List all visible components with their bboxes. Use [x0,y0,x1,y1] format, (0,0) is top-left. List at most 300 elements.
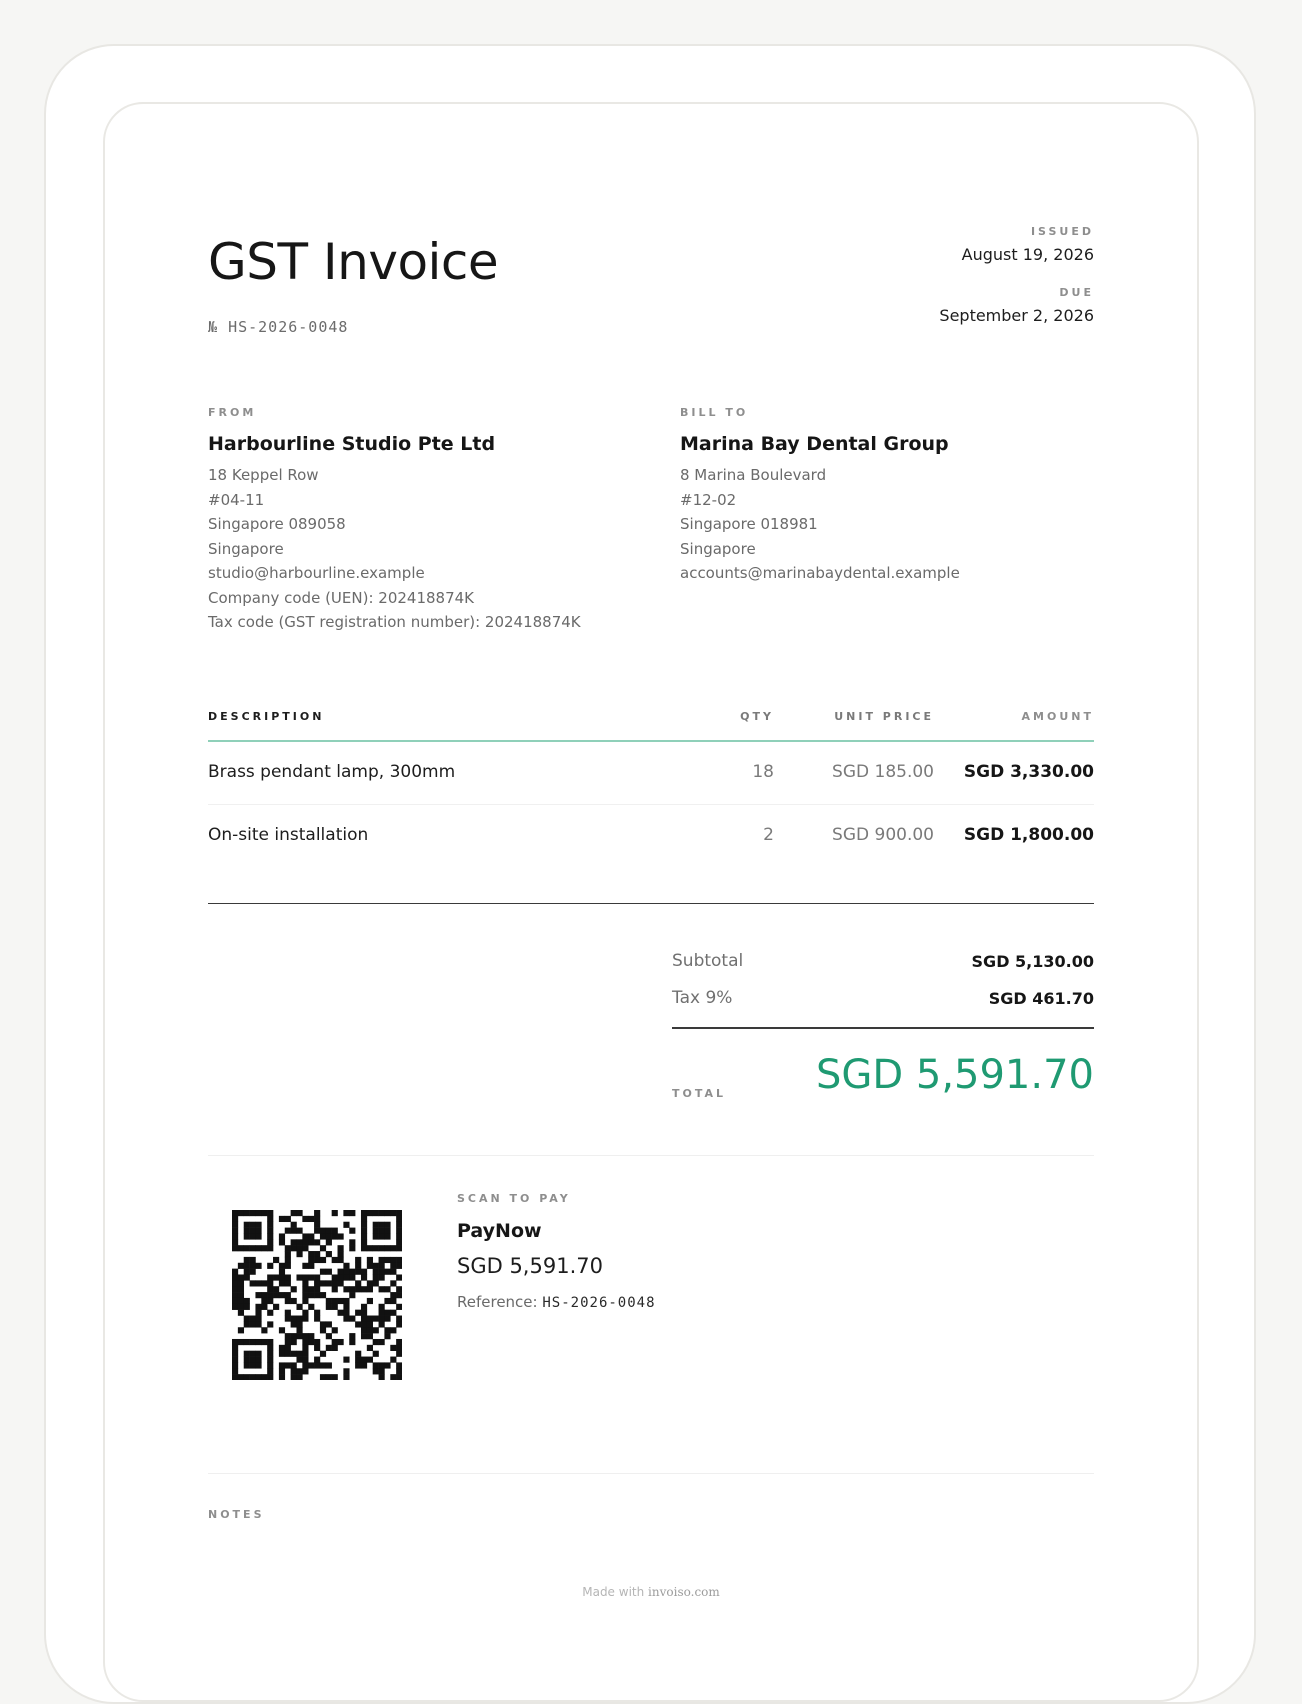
qr-module [296,1316,302,1322]
qr-module [332,1210,338,1216]
qr-module [279,1292,285,1298]
qr-module [250,1228,256,1234]
qr-module [379,1310,385,1316]
qr-module [267,1239,273,1245]
qr-module [390,1310,396,1316]
qr-module [267,1368,273,1374]
qr-module [273,1274,279,1280]
tax-label: Tax 9% [672,988,733,1008]
qr-module [355,1269,361,1275]
qr-module [302,1333,308,1339]
scan-to-pay-label: SCAN TO PAY [457,1192,571,1205]
invoice-number-prefix: № [208,318,219,336]
qr-module [314,1310,320,1316]
qr-module [320,1351,326,1357]
qr-module [326,1321,332,1327]
tax-value: SGD 461.70 [988,989,1094,1008]
qr-module [390,1357,396,1363]
qr-module [267,1310,273,1316]
qr-module [244,1263,250,1269]
qr-module [267,1233,273,1239]
payment-method: PayNow [457,1220,542,1242]
qr-module [373,1269,379,1275]
qr-module [361,1210,367,1216]
qr-module [302,1357,308,1363]
qr-module [343,1269,349,1275]
qr-module [379,1286,385,1292]
qr-module [232,1274,238,1280]
qr-module [267,1321,273,1327]
qr-module [267,1374,273,1380]
qr-module [314,1345,320,1351]
qr-module [285,1310,291,1316]
qr-module [267,1280,273,1286]
qr-module [320,1280,326,1286]
qr-module [361,1216,367,1222]
qr-module [279,1327,285,1333]
qr-module [361,1228,367,1234]
qr-module [302,1310,308,1316]
qr-module [338,1233,344,1239]
qr-module [396,1228,402,1234]
qr-module [285,1251,291,1257]
qr-module [308,1304,314,1310]
qr-module [367,1357,373,1363]
qr-module [255,1351,261,1357]
qr-module [349,1339,355,1345]
qr-module [232,1269,238,1275]
qr-module [314,1316,320,1322]
summary-rule [672,1027,1094,1029]
total-label: TOTAL [672,1087,727,1100]
qr-module [343,1316,349,1322]
invoice-number [208,318,348,336]
qr-module [390,1257,396,1263]
table-header [208,710,1094,742]
qr-module [373,1351,379,1357]
qr-module [261,1245,267,1251]
qr-module [326,1374,332,1380]
qr-module [320,1292,326,1298]
qr-module [267,1362,273,1368]
qr-module [379,1321,385,1327]
qr-module [373,1210,379,1216]
qr-module [285,1298,291,1304]
qr-module [379,1274,385,1280]
qr-module [349,1228,355,1234]
qr-module [390,1298,396,1304]
qr-module [267,1263,273,1269]
qr-module [238,1210,244,1216]
qr-module [244,1321,250,1327]
qr-module [343,1298,349,1304]
qr-module [302,1280,308,1286]
qr-module [232,1245,238,1251]
qr-module [384,1269,390,1275]
qr-module [396,1210,402,1216]
qr-module [384,1310,390,1316]
qr-module [308,1286,314,1292]
qr-module [244,1245,250,1251]
qr-module [396,1351,402,1357]
qr-module [296,1210,302,1216]
qr-code-graphic [232,1210,402,1380]
qr-module [250,1269,256,1275]
invoice-title: GST Invoice [208,233,499,291]
qr-module [308,1251,314,1257]
qr-module [279,1362,285,1368]
qr-module [320,1233,326,1239]
row-qty: 2 [763,825,774,845]
qr-module [291,1333,297,1339]
qr-module [291,1339,297,1345]
qr-module [367,1210,373,1216]
row-unit-price: SGD 900.00 [832,825,934,845]
qr-module [261,1339,267,1345]
qr-module [250,1245,256,1251]
notes-divider [208,1473,1094,1474]
col-description: DESCRIPTION [208,710,325,723]
qr-module [291,1286,297,1292]
qr-module [367,1316,373,1322]
qr-module [273,1292,279,1298]
qr-module [355,1257,361,1263]
qr-module [308,1263,314,1269]
from-name: Harbourline Studio Pte Ltd [208,433,496,455]
qr-module [267,1292,273,1298]
qr-module [384,1210,390,1216]
qr-module [367,1280,373,1286]
qr-module [308,1216,314,1222]
qr-module [238,1298,244,1304]
section-divider [208,1155,1094,1156]
qr-module [255,1310,261,1316]
qr-module [326,1269,332,1275]
qr-module [349,1269,355,1275]
qr-module [326,1304,332,1310]
qr-module [302,1368,308,1374]
qr-module [285,1245,291,1251]
qr-module [379,1257,385,1263]
qr-module [349,1292,355,1298]
qr-module [384,1233,390,1239]
qr-module [285,1345,291,1351]
qr-module [367,1257,373,1263]
qr-module [244,1269,250,1275]
qr-module [396,1339,402,1345]
qr-module [396,1216,402,1222]
qr-module [314,1216,320,1222]
qr-module [302,1239,308,1245]
qr-module [332,1274,338,1280]
qr-module [261,1280,267,1286]
qr-module [332,1286,338,1292]
qr-module [250,1374,256,1380]
bill-to-address [680,463,1100,586]
col-unit-price: UNIT PRICE [834,710,934,723]
qr-module [338,1245,344,1251]
qr-module [308,1274,314,1280]
qr-module [291,1368,297,1374]
qr-module [343,1286,349,1292]
qr-module [384,1257,390,1263]
qr-module [314,1286,320,1292]
from-line: Singapore 089058 [208,515,346,533]
qr-module [302,1292,308,1298]
bill-to-name: Marina Bay Dental Group [680,433,949,455]
qr-module [384,1298,390,1304]
qr-module [273,1257,279,1263]
qr-module [232,1304,238,1310]
qr-module [232,1351,238,1357]
subtotal-value: SGD 5,130.00 [971,952,1094,971]
qr-module [367,1286,373,1292]
qr-module [390,1374,396,1380]
qr-module [308,1239,314,1245]
qr-module [302,1362,308,1368]
qr-module [361,1286,367,1292]
qr-module [255,1321,261,1327]
qr-module [232,1233,238,1239]
qr-module [302,1216,308,1222]
qr-module [373,1327,379,1333]
qr-module [285,1339,291,1345]
qr-module [302,1339,308,1345]
qr-module [349,1286,355,1292]
qr-module [302,1351,308,1357]
qr-module [314,1339,320,1345]
qr-module [332,1304,338,1310]
qr-module [244,1222,250,1228]
qr-module [326,1362,332,1368]
table-row [208,742,1094,805]
invoice-sheet [103,102,1199,1702]
qr-module [314,1257,320,1263]
qr-module [390,1280,396,1286]
qr-module [326,1239,332,1245]
qr-module [244,1357,250,1363]
qr-module [384,1327,390,1333]
qr-module [279,1280,285,1286]
qr-module [396,1368,402,1374]
table-bottom-rule [208,903,1094,904]
qr-module [355,1286,361,1292]
from-block [208,406,628,635]
qr-module [267,1222,273,1228]
qr-module [314,1251,320,1257]
qr-module [296,1228,302,1234]
row-description: On-site installation [208,825,369,845]
reference-value: HS-2026-0048 [542,1295,656,1311]
row-unit-price: SGD 185.00 [832,762,934,782]
qr-module [332,1280,338,1286]
qr-module [384,1222,390,1228]
qr-module [338,1339,344,1345]
qr-module [367,1333,373,1339]
qr-module [296,1368,302,1374]
qr-module [396,1286,402,1292]
from-email: studio@harbourline.example [208,564,425,582]
qr-module [291,1239,297,1245]
qr-module [396,1304,402,1310]
qr-module [390,1263,396,1269]
qr-module [373,1274,379,1280]
qr-module [390,1327,396,1333]
qr-module [320,1257,326,1263]
qr-module [232,1374,238,1380]
qr-module [285,1316,291,1322]
payment-amount: SGD 5,591.70 [457,1254,603,1278]
qr-module [302,1233,308,1239]
issued-label: ISSUED [1030,225,1094,238]
qr-module [320,1362,326,1368]
qr-module [326,1228,332,1234]
qr-module [338,1274,344,1280]
qr-module [232,1210,238,1216]
qr-module [332,1345,338,1351]
qr-module [379,1304,385,1310]
qr-module [343,1368,349,1374]
qr-module [296,1374,302,1380]
qr-module [232,1345,238,1351]
qr-module [373,1280,379,1286]
qr-module [255,1245,261,1251]
notes-label: NOTES [208,1508,265,1521]
qr-module [279,1351,285,1357]
qr-module [379,1245,385,1251]
qr-module [267,1345,273,1351]
qr-module [384,1333,390,1339]
qr-module [285,1292,291,1298]
qr-module [314,1292,320,1298]
qr-module [308,1257,314,1263]
issued-date: August 19, 2026 [961,245,1094,264]
qr-module [361,1274,367,1280]
qr-module [244,1274,250,1280]
qr-module [361,1316,367,1322]
qr-module [285,1362,291,1368]
qr-module [244,1362,250,1368]
qr-module [332,1228,338,1234]
qr-module [355,1280,361,1286]
qr-module [296,1357,302,1363]
qr-module [279,1263,285,1269]
qr-module [384,1228,390,1234]
row-amount: SGD 3,330.00 [963,762,1094,782]
from-line: Singapore [208,539,284,558]
qr-module [296,1274,302,1280]
qr-module [273,1304,279,1310]
qr-module [291,1228,297,1234]
qr-module [285,1280,291,1286]
qr-module [296,1251,302,1257]
qr-module [255,1228,261,1234]
qr-module [244,1351,250,1357]
qr-module [250,1210,256,1216]
qr-module [361,1222,367,1228]
qr-module [390,1210,396,1216]
qr-module [361,1239,367,1245]
qr-module [396,1374,402,1380]
qr-module [232,1280,238,1286]
qr-module [314,1357,320,1363]
qr-module [238,1245,244,1251]
qr-module [373,1263,379,1269]
qr-module [250,1362,256,1368]
qr-module [308,1333,314,1339]
qr-module [379,1362,385,1368]
qr-module [338,1310,344,1316]
row-amount: SGD 1,800.00 [963,825,1094,845]
qr-module [314,1274,320,1280]
qr-module [255,1357,261,1363]
qr-module [373,1228,379,1234]
qr-module [314,1228,320,1234]
qr-module [244,1228,250,1234]
qr-module [320,1228,326,1234]
qr-module [279,1269,285,1275]
qr-module [314,1280,320,1286]
qr-module [291,1321,297,1327]
qr-module [326,1298,332,1304]
qr-module [396,1257,402,1263]
row-qty: 18 [752,762,774,782]
qr-module [302,1345,308,1351]
qr-module [314,1210,320,1216]
qr-module [261,1327,267,1333]
qr-module [279,1345,285,1351]
qr-module [308,1362,314,1368]
qr-code-icon [232,1210,402,1380]
qr-module [291,1374,297,1380]
qr-module [267,1216,273,1222]
qr-module [349,1245,355,1251]
from-company-code: Company code (UEN): 202418874K [208,588,475,607]
qr-module [255,1210,261,1216]
footer-brand: invoiso.com [648,1585,720,1599]
payment-reference [457,1293,656,1311]
qr-module [250,1222,256,1228]
qr-module [349,1274,355,1280]
qr-module [379,1228,385,1234]
qr-module [355,1357,361,1363]
qr-module [349,1239,355,1245]
qr-module [396,1239,402,1245]
qr-module [296,1351,302,1357]
qr-module [379,1269,385,1275]
qr-module [373,1245,379,1251]
qr-module [285,1257,291,1263]
qr-module [396,1345,402,1351]
qr-module [273,1286,279,1292]
from-line: #04-11 [208,490,265,509]
from-line: 18 Keppel Row [208,466,319,484]
qr-module [355,1263,361,1269]
qr-module [267,1286,273,1292]
qr-module [314,1222,320,1228]
qr-module [244,1233,250,1239]
qr-module [343,1210,349,1216]
qr-module [379,1339,385,1345]
qr-module [238,1339,244,1345]
qr-module [373,1222,379,1228]
qr-module [373,1316,379,1322]
qr-module [250,1321,256,1327]
qr-module [250,1233,256,1239]
qr-module [302,1245,308,1251]
qr-module [367,1345,373,1351]
qr-module [255,1263,261,1269]
